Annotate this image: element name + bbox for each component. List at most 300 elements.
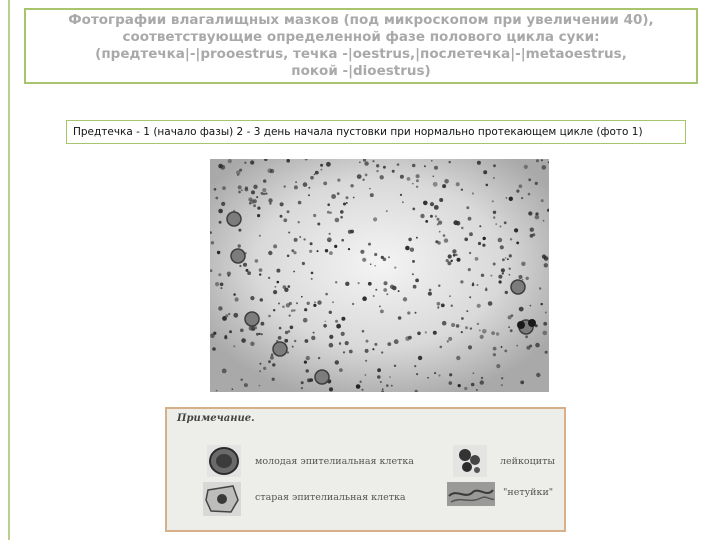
smear-speckle bbox=[389, 376, 391, 378]
smear-speckle bbox=[535, 215, 540, 220]
smear-speckle bbox=[496, 332, 499, 335]
smear-speckle bbox=[220, 165, 225, 170]
smear-speckle bbox=[273, 309, 275, 311]
smear-speckle bbox=[435, 215, 437, 217]
smear-speckle bbox=[374, 253, 377, 256]
title-line-1: Фотографии влагалищных мазков (под микроскопом при увеличении 40), bbox=[68, 12, 654, 28]
smear-speckle bbox=[403, 297, 407, 301]
smear-image bbox=[210, 159, 549, 392]
smear-speckle bbox=[349, 350, 353, 354]
smear-speckle bbox=[437, 241, 440, 244]
smear-speckle bbox=[466, 206, 469, 209]
smear-speckle bbox=[469, 252, 471, 254]
smear-speckle bbox=[483, 237, 486, 240]
smear-speckle bbox=[272, 363, 275, 366]
smear-speckle bbox=[372, 348, 374, 350]
smear-speckle bbox=[536, 373, 540, 377]
smear-speckle bbox=[222, 369, 227, 374]
smear-speckle bbox=[259, 273, 261, 275]
smear-speckle bbox=[343, 351, 345, 353]
old-epithelial-cell-icon bbox=[203, 482, 241, 516]
smear-speckle bbox=[364, 161, 368, 165]
smear-speckle bbox=[294, 340, 296, 342]
smear-speckle bbox=[477, 284, 479, 286]
smear-speckle bbox=[388, 256, 390, 258]
smear-speckle bbox=[368, 282, 372, 286]
smear-speckle bbox=[310, 242, 313, 245]
smear-speckle bbox=[254, 326, 257, 329]
smear-speckle bbox=[287, 255, 290, 258]
smear-speckle bbox=[434, 205, 439, 210]
smear-speckle bbox=[446, 259, 449, 262]
smear-speckle bbox=[541, 303, 543, 305]
smear-speckle bbox=[259, 363, 261, 365]
smear-speckle bbox=[477, 304, 481, 308]
smear-speckle bbox=[303, 318, 308, 323]
title-line-3: (предтечка|-|prooestrus, течка -|oestrus,|послетечка|-|metaoestrus, bbox=[95, 46, 627, 62]
smear-speckle bbox=[398, 316, 402, 320]
smear-speckle bbox=[301, 381, 304, 384]
smear-speckle bbox=[233, 293, 236, 296]
smear-speckle bbox=[214, 188, 217, 191]
smear-speckle bbox=[348, 248, 350, 250]
smear-speckle bbox=[500, 245, 504, 249]
smear-speckle bbox=[392, 286, 397, 291]
smear-speckle bbox=[501, 346, 503, 348]
smear-speckle bbox=[221, 202, 225, 206]
smear-speckle bbox=[260, 298, 263, 301]
smear-speckle bbox=[415, 279, 419, 283]
smear-speckle bbox=[456, 324, 460, 328]
smear-speckle bbox=[241, 189, 243, 191]
smear-speckle bbox=[377, 375, 381, 379]
smear-speckle bbox=[526, 277, 529, 280]
smear-epithelial-cell bbox=[273, 342, 287, 356]
smear-speckle bbox=[468, 217, 472, 221]
smear-speckle bbox=[362, 389, 364, 391]
smear-speckle bbox=[311, 272, 314, 275]
smear-speckle bbox=[253, 204, 256, 207]
smear-speckle bbox=[329, 233, 331, 235]
smear-speckle bbox=[528, 178, 531, 181]
smear-speckle bbox=[466, 310, 468, 312]
smear-speckle bbox=[220, 287, 222, 289]
smear-speckle bbox=[449, 373, 452, 376]
smear-speckle bbox=[239, 265, 241, 267]
smear-speckle bbox=[374, 343, 377, 346]
title-line-4: покой -|dioestrus) bbox=[291, 63, 431, 79]
smear-speckle bbox=[510, 238, 512, 240]
smear-speckle bbox=[452, 249, 456, 253]
smear-speckle bbox=[325, 293, 328, 296]
smear-speckle bbox=[416, 179, 419, 182]
smear-speckle bbox=[273, 290, 277, 294]
smear-speckle bbox=[434, 372, 436, 374]
smear-speckle bbox=[244, 162, 246, 164]
smear-speckle bbox=[539, 287, 541, 289]
smear-speckle bbox=[235, 297, 239, 301]
smear-speckle bbox=[442, 321, 447, 326]
smear-speckle bbox=[276, 269, 280, 273]
smear-speckle bbox=[405, 246, 410, 251]
smear-speckle bbox=[500, 226, 502, 228]
smear-speckle bbox=[376, 170, 378, 172]
smear-epithelial-cell bbox=[315, 370, 329, 384]
smear-speckle bbox=[394, 365, 396, 367]
smear-speckle bbox=[278, 336, 282, 340]
smear-speckle bbox=[251, 190, 255, 194]
smear-speckle bbox=[365, 360, 367, 362]
legend-label-debris: "нетуйки" bbox=[503, 487, 554, 498]
smear-speckle bbox=[259, 268, 263, 272]
smear-speckle bbox=[416, 373, 418, 375]
smear-speckle bbox=[387, 342, 391, 346]
smear-speckle bbox=[305, 339, 309, 343]
smear-speckle bbox=[350, 184, 353, 187]
smear-speckle bbox=[213, 332, 216, 335]
legend-title: Примечание. bbox=[177, 413, 255, 424]
smear-speckle bbox=[451, 305, 453, 307]
smear-speckle bbox=[346, 202, 348, 204]
smear-speckle bbox=[337, 192, 340, 195]
smear-epithelial-cell bbox=[511, 280, 525, 294]
smear-speckle bbox=[490, 275, 492, 277]
smear-speckle bbox=[363, 179, 365, 181]
smear-speckle bbox=[433, 176, 435, 178]
smear-speckle bbox=[509, 197, 513, 201]
smear-leukocyte bbox=[517, 321, 525, 329]
smear-speckle bbox=[356, 384, 361, 389]
smear-speckle bbox=[429, 289, 432, 292]
smear-speckle bbox=[417, 332, 421, 336]
smear-speckle bbox=[308, 187, 310, 189]
smear-speckle bbox=[261, 192, 264, 195]
smear-speckle bbox=[325, 321, 327, 323]
slide-title-box bbox=[24, 8, 698, 84]
smear-speckle bbox=[397, 163, 400, 166]
smear-speckle bbox=[416, 237, 418, 239]
smear-speckle bbox=[341, 332, 345, 336]
smear-speckle bbox=[327, 211, 330, 214]
legend-panel bbox=[165, 407, 566, 532]
smear-speckle bbox=[509, 268, 511, 270]
smear-speckle bbox=[279, 327, 282, 330]
smear-speckle bbox=[341, 317, 345, 321]
smear-speckle bbox=[469, 296, 471, 298]
smear-speckle bbox=[493, 263, 496, 266]
smear-speckle bbox=[394, 267, 396, 269]
smear-speckle bbox=[284, 288, 288, 292]
smear-speckle bbox=[428, 292, 432, 296]
smear-speckle bbox=[345, 282, 349, 286]
smear-speckle bbox=[472, 284, 475, 287]
smear-speckle bbox=[313, 214, 316, 217]
smear-speckle bbox=[469, 232, 473, 236]
smear-speckle bbox=[238, 229, 241, 232]
smear-speckle bbox=[392, 170, 395, 173]
smear-speckle bbox=[280, 215, 283, 218]
smear-speckle bbox=[311, 336, 315, 340]
smear-speckle bbox=[277, 281, 280, 284]
smear-speckle bbox=[493, 216, 495, 218]
smear-speckle bbox=[412, 183, 414, 185]
smear-speckle bbox=[480, 335, 484, 339]
smear-speckle bbox=[504, 350, 507, 353]
smear-speckle bbox=[268, 360, 271, 363]
smear-speckle bbox=[256, 196, 258, 198]
smear-speckle bbox=[437, 302, 441, 306]
smear-speckle bbox=[400, 175, 404, 179]
smear-speckle bbox=[456, 356, 460, 360]
smear-speckle bbox=[284, 339, 288, 343]
smear-speckle bbox=[427, 377, 429, 379]
smear-speckle bbox=[481, 377, 483, 379]
smear-speckle bbox=[444, 238, 448, 242]
smear-speckle bbox=[479, 330, 481, 332]
smear-speckle bbox=[541, 159, 543, 161]
smear-speckle bbox=[516, 345, 518, 347]
smear-speckle bbox=[380, 175, 384, 179]
smear-epithelial-cell bbox=[227, 212, 241, 226]
smear-speckle bbox=[257, 207, 260, 210]
smear-speckle bbox=[505, 257, 507, 259]
smear-speckle bbox=[408, 336, 412, 340]
smear-speckle bbox=[425, 220, 428, 223]
smear-speckle bbox=[458, 384, 461, 387]
smear-speckle bbox=[543, 331, 548, 336]
smear-speckle bbox=[247, 271, 251, 275]
smear-speckle bbox=[303, 182, 308, 187]
smear-speckle bbox=[335, 320, 338, 323]
debris-icon bbox=[447, 482, 495, 506]
smear-speckle bbox=[545, 351, 548, 354]
smear-speckle bbox=[310, 176, 314, 180]
smear-speckle bbox=[451, 323, 455, 327]
smear-speckle bbox=[493, 211, 496, 214]
photo-caption-box bbox=[66, 120, 686, 144]
smear-speckle bbox=[329, 335, 333, 339]
smear-speckle bbox=[528, 211, 532, 215]
smear-speckle bbox=[509, 254, 512, 257]
smear-speckle bbox=[376, 164, 379, 167]
smear-speckle bbox=[380, 310, 384, 314]
smear-speckle bbox=[296, 302, 298, 304]
smear-speckle bbox=[530, 305, 532, 307]
smear-speckle bbox=[215, 282, 219, 286]
smear-speckle bbox=[470, 327, 472, 329]
smear-speckle bbox=[212, 347, 216, 351]
smear-speckle bbox=[288, 232, 290, 234]
smear-speckle bbox=[253, 185, 257, 189]
smear-speckle bbox=[272, 378, 275, 381]
smear-speckle bbox=[321, 169, 323, 171]
smear-speckle bbox=[329, 251, 333, 255]
smear-speckle bbox=[285, 331, 288, 334]
smear-speckle bbox=[268, 315, 271, 318]
smear-speckle bbox=[290, 326, 294, 330]
smear-speckle bbox=[233, 313, 238, 318]
smear-speckle bbox=[488, 301, 493, 306]
smear-speckle bbox=[508, 326, 510, 328]
smear-speckle bbox=[341, 239, 344, 242]
smear-speckle bbox=[434, 166, 438, 170]
smear-speckle bbox=[216, 390, 218, 392]
smear-speckle bbox=[516, 242, 519, 245]
microscope-smear-photo bbox=[210, 159, 549, 392]
smear-speckle bbox=[502, 272, 504, 274]
smear-speckle bbox=[345, 341, 349, 345]
smear-speckle bbox=[442, 184, 446, 188]
smear-speckle bbox=[437, 306, 439, 308]
smear-speckle bbox=[359, 162, 361, 164]
smear-speckle bbox=[291, 309, 294, 312]
smear-speckle bbox=[541, 199, 544, 202]
photo-caption: Предтечка - 1 (начало фазы) 2 - 3 день начала пустовки при нормально протекающем цикле (фото 1) bbox=[73, 126, 643, 138]
smear-speckle bbox=[368, 243, 371, 246]
smear-speckle bbox=[510, 329, 513, 332]
smear-speckle bbox=[232, 388, 234, 390]
smear-speckle bbox=[373, 217, 377, 221]
smear-speckle bbox=[256, 333, 259, 336]
smear-speckle bbox=[289, 315, 291, 317]
smear-speckle bbox=[457, 258, 461, 262]
smear-speckle bbox=[263, 179, 266, 182]
smear-speckle bbox=[306, 369, 309, 372]
smear-speckle bbox=[259, 235, 261, 237]
smear-speckle bbox=[514, 228, 518, 232]
smear-speckle bbox=[219, 221, 222, 224]
smear-speckle bbox=[228, 159, 232, 163]
smear-speckle bbox=[275, 286, 277, 288]
smear-speckle bbox=[327, 203, 330, 206]
smear-speckle bbox=[358, 282, 360, 284]
smear-speckle bbox=[320, 164, 323, 167]
smear-speckle bbox=[329, 387, 333, 391]
smear-speckle bbox=[525, 335, 528, 338]
smear-speckle bbox=[480, 380, 484, 384]
smear-speckle bbox=[382, 388, 384, 390]
smear-speckle bbox=[431, 160, 433, 162]
smear-speckle bbox=[460, 280, 463, 283]
smear-speckle bbox=[334, 245, 337, 248]
smear-speckle bbox=[225, 314, 228, 317]
smear-speckle bbox=[331, 194, 336, 199]
smear-speckle bbox=[298, 201, 302, 205]
smear-speckle bbox=[271, 353, 274, 356]
smear-speckle bbox=[492, 200, 494, 202]
smear-speckle bbox=[475, 257, 479, 261]
smear-speckle bbox=[542, 255, 546, 259]
smear-speckle bbox=[335, 360, 339, 364]
smear-speckle bbox=[528, 193, 531, 196]
smear-speckle bbox=[262, 188, 266, 192]
smear-speckle bbox=[386, 293, 388, 295]
smear-speckle bbox=[386, 384, 389, 387]
smear-speckle bbox=[353, 197, 355, 199]
smear-speckle bbox=[372, 160, 374, 162]
smear-speckle bbox=[477, 161, 481, 165]
smear-speckle bbox=[413, 285, 417, 289]
smear-speckle bbox=[307, 378, 311, 382]
smear-speckle bbox=[323, 324, 327, 328]
smear-speckle bbox=[536, 159, 539, 162]
smear-speckle bbox=[222, 186, 226, 190]
smear-speckle bbox=[374, 265, 376, 267]
smear-speckle bbox=[314, 174, 316, 176]
smear-speckle bbox=[309, 250, 312, 253]
smear-speckle bbox=[482, 244, 485, 247]
smear-speckle bbox=[246, 269, 249, 272]
smear-speckle bbox=[414, 365, 416, 367]
smear-speckle bbox=[335, 218, 340, 223]
smear-speckle bbox=[362, 296, 367, 301]
smear-speckle bbox=[241, 338, 246, 343]
smear-speckle bbox=[472, 192, 474, 194]
smear-speckle bbox=[238, 185, 242, 189]
smear-speckle bbox=[449, 381, 453, 385]
smear-speckle bbox=[425, 331, 427, 333]
smear-speckle bbox=[471, 383, 475, 387]
smear-speckle bbox=[505, 291, 508, 294]
smear-speckle bbox=[365, 349, 369, 353]
smear-speckle bbox=[273, 244, 277, 248]
smear-speckle bbox=[295, 181, 297, 183]
smear-speckle bbox=[283, 218, 287, 222]
smear-speckle bbox=[337, 179, 340, 182]
smear-speckle bbox=[391, 385, 393, 387]
smear-speckle bbox=[383, 288, 387, 292]
smear-speckle bbox=[478, 242, 481, 245]
smear-speckle bbox=[476, 389, 478, 391]
smear-speckle bbox=[543, 220, 545, 222]
smear-speckle bbox=[238, 191, 241, 194]
smear-speckle bbox=[386, 210, 388, 212]
smear-epithelial-cell bbox=[245, 312, 259, 326]
smear-speckle bbox=[268, 277, 270, 279]
smear-speckle bbox=[542, 165, 547, 170]
smear-speckle bbox=[218, 273, 221, 276]
title-line-2: соответствующие определенной фазе полового цикла суки: bbox=[122, 29, 600, 45]
smear-speckle bbox=[507, 258, 509, 260]
smear-speckle bbox=[373, 295, 375, 297]
smear-speckle bbox=[370, 193, 374, 197]
smear-speckle bbox=[530, 228, 534, 232]
smear-speckle bbox=[339, 368, 343, 372]
smear-speckle bbox=[381, 256, 384, 259]
smear-speckle bbox=[245, 186, 248, 189]
smear-speckle bbox=[477, 323, 479, 325]
smear-speckle bbox=[483, 170, 487, 174]
smear-speckle bbox=[433, 331, 437, 335]
smear-speckle bbox=[491, 331, 495, 335]
smear-speckle bbox=[519, 307, 524, 312]
smear-speckle bbox=[535, 182, 538, 185]
smear-speckle bbox=[380, 381, 382, 383]
smear-speckle bbox=[493, 353, 496, 356]
smear-speckle bbox=[516, 190, 519, 193]
smear-speckle bbox=[369, 188, 371, 190]
smear-speckle bbox=[544, 263, 548, 267]
smear-speckle bbox=[496, 364, 500, 368]
smear-speckle bbox=[495, 223, 497, 225]
smear-speckle bbox=[327, 237, 332, 242]
smear-speckle bbox=[287, 210, 290, 213]
smear-speckle bbox=[268, 198, 272, 202]
smear-speckle bbox=[301, 387, 303, 389]
smear-speckle bbox=[215, 197, 218, 200]
smear-speckle bbox=[261, 322, 265, 326]
smear-speckle bbox=[250, 199, 255, 204]
